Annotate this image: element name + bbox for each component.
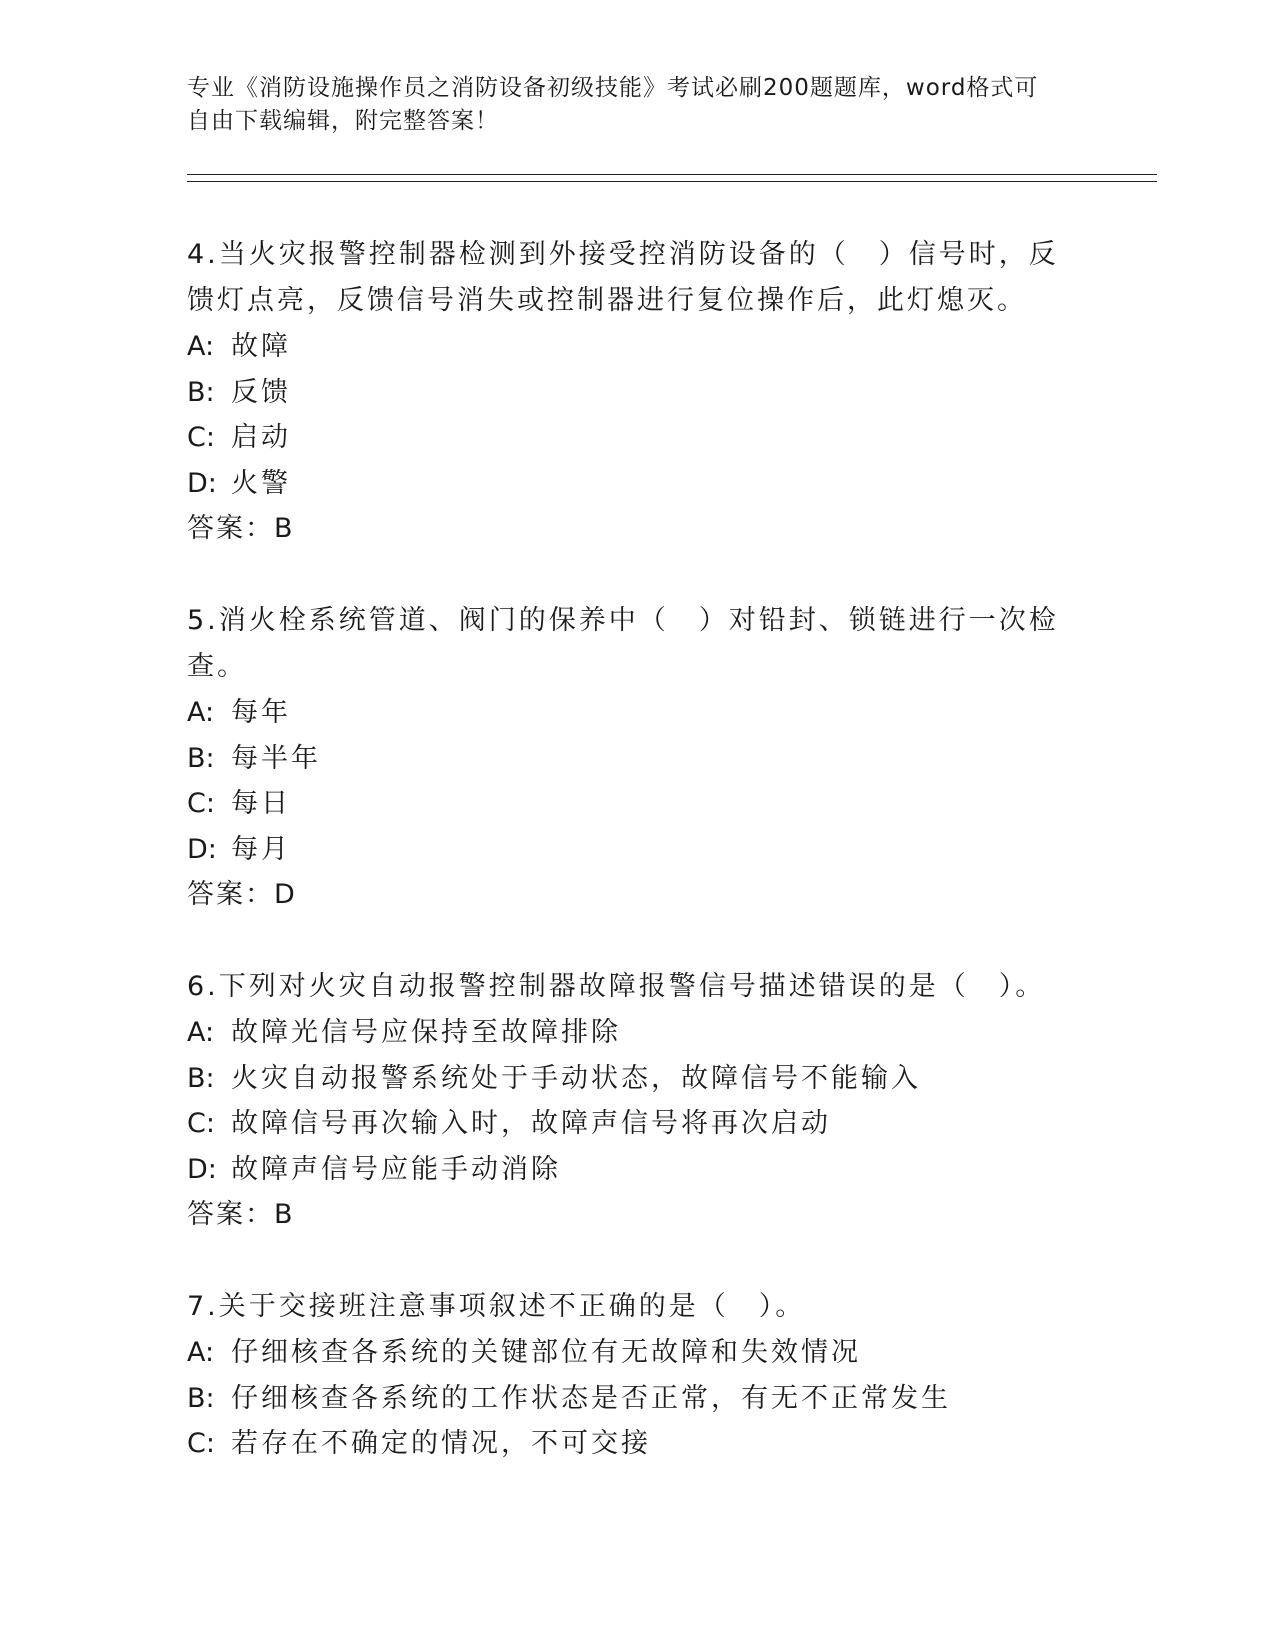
question-stem: 7.关于交接班注意事项叙述不正确的是（ ）。	[187, 1291, 806, 1322]
option-letter: A:	[187, 697, 215, 728]
option-text: 每年	[231, 697, 291, 728]
question-stem: 5.消火栓系统管道、阀门的保养中（ ）对铅封、锁链进行一次检查。	[187, 605, 1059, 682]
question-item	[187, 232, 1087, 552]
header-divider-bottom	[187, 181, 1157, 182]
option-d	[187, 1147, 1087, 1193]
option-c	[187, 1101, 1087, 1147]
option-text: 故障信号再次输入时，故障声信号将再次启动	[231, 1108, 831, 1139]
option-a	[187, 1330, 1087, 1376]
option-letter: C:	[187, 422, 215, 453]
option-c	[187, 1421, 1087, 1467]
option-d	[187, 827, 1087, 873]
option-c	[187, 781, 1087, 827]
option-letter: D:	[187, 467, 217, 499]
option-text: 仔细核查各系统的工作状态是否正常，有无不正常发生	[231, 1382, 951, 1414]
question-item	[187, 964, 1087, 1238]
question-item	[187, 1284, 1087, 1467]
option-text: 仔细核查各系统的关键部位有无故障和失效情况	[231, 1337, 861, 1368]
option-b	[187, 370, 1087, 416]
option-letter: B:	[187, 1382, 215, 1414]
option-text: 每半年	[231, 742, 321, 774]
question-stem: 4.当火灾报警控制器检测到外接受控消防设备的（ ）信号时，反馈灯点亮，反馈信号消失或控制器进行复位操作后，此灯熄灭。	[187, 239, 1059, 316]
option-text: 若存在不确定的情况，不可交接	[231, 1428, 651, 1459]
answer-line: 答案：D	[187, 879, 297, 910]
option-letter: B:	[187, 742, 215, 774]
option-b	[187, 1376, 1087, 1422]
answer-line: 答案：B	[187, 1199, 295, 1230]
option-a	[187, 690, 1087, 736]
option-text: 启动	[231, 422, 291, 453]
option-letter: B:	[187, 1062, 215, 1094]
document-header	[187, 72, 1067, 138]
option-text: 反馈	[231, 376, 291, 408]
question-item	[187, 598, 1087, 918]
header-line-1: 专业《消防设施操作员之消防设备初级技能》考试必刷200题题库，word格式可	[187, 75, 1039, 101]
option-text: 故障	[231, 331, 291, 362]
option-text: 火灾自动报警系统处于手动状态，故障信号不能输入	[231, 1062, 921, 1094]
option-a	[187, 1010, 1087, 1056]
option-text: 故障光信号应保持至故障排除	[231, 1017, 621, 1048]
question-list	[187, 232, 1087, 1513]
option-b	[187, 1056, 1087, 1102]
option-letter: C:	[187, 788, 215, 819]
option-b	[187, 736, 1087, 782]
option-text: 故障声信号应能手动消除	[231, 1153, 561, 1185]
option-letter: C:	[187, 1428, 215, 1459]
option-letter: A:	[187, 1337, 215, 1368]
option-letter: D:	[187, 833, 217, 865]
option-letter: B:	[187, 376, 215, 408]
header-divider-top	[187, 174, 1157, 175]
header-line-2: 自由下载编辑，附完整答案！	[187, 108, 499, 134]
answer-line: 答案：B	[187, 513, 295, 544]
option-letter: D:	[187, 1153, 217, 1185]
option-text: 每月	[231, 833, 291, 865]
option-text: 每日	[231, 788, 291, 819]
question-stem: 6.下列对火灾自动报警控制器故障报警信号描述错误的是（ ）。	[187, 971, 1046, 1002]
option-letter: A:	[187, 1017, 215, 1048]
option-a	[187, 324, 1087, 370]
option-d	[187, 461, 1087, 507]
option-letter: C:	[187, 1108, 215, 1139]
option-text: 火警	[231, 467, 291, 499]
option-letter: A:	[187, 331, 215, 362]
option-c	[187, 415, 1087, 461]
